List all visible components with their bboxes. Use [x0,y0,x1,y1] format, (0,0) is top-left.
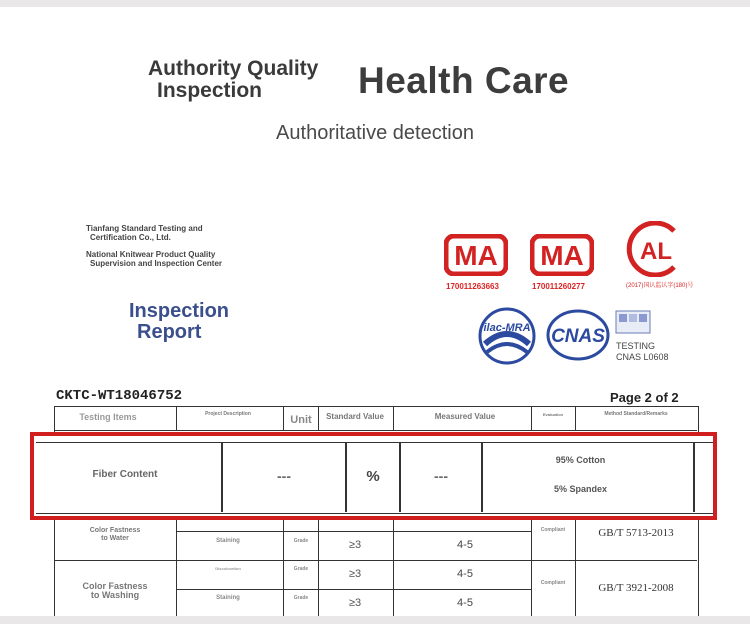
testing-mark-icon [615,310,651,334]
health-care-title: Health Care [358,60,570,101]
inspection-report-title [129,301,229,343]
header-method: Method Standard/Remarks [604,411,668,417]
ma-logo-2 [530,234,594,276]
washing-standard-1: ≥3 [348,568,362,580]
col-line [531,406,532,430]
water-measured: 4-5 [457,539,473,551]
col-line [531,520,532,616]
water-description: Staining [216,538,240,544]
top-border [0,0,750,7]
washing-item-line2: to Washing [90,590,140,600]
fiber-standard: --- [434,468,448,484]
washing-desc-1: Discoloration [215,566,241,571]
header-evaluation: Evaluation [542,412,564,417]
col-line [693,442,695,512]
org-line1: Tianfang Standard Testing and [86,224,203,233]
fiber-spandex-value: 5% Spandex [553,484,608,494]
title-line1: Authority Quality [148,57,319,80]
col-line [575,406,576,430]
washing-measured-2: 4-5 [457,597,473,609]
row-line [176,531,531,532]
org-line4: Supervision and Inspection Center [90,259,223,268]
water-item-line2: to Water [101,535,129,542]
bottom-border [0,616,750,624]
report-title-line1: Inspection [129,300,230,322]
water-item-line1: Color Fastness [89,527,141,534]
ilac-label: ilac-MRA [483,322,531,334]
cnas-code: CNAS L0608 [616,352,669,362]
washing-unit-1: Grade [293,566,309,572]
fiber-cotton-value: 95% Cotton [555,455,606,465]
ma-number-1: 170011263663 [446,282,499,291]
header-standard-value: Standard Value [326,412,384,421]
page-indicator: Page 2 of 2 [610,390,679,405]
org-line2: Certification Co., Ltd. [90,233,171,242]
col-line [318,406,319,430]
washing-evaluation: Compliant [540,580,566,586]
header-bottom-line [54,430,697,431]
col-line [318,520,319,616]
ma-number-2: 170011260277 [532,282,585,291]
header-measured-value: Measured Value [434,412,496,421]
washing-measured-1: 4-5 [457,568,473,580]
col-line [176,520,177,616]
cal-logo [622,221,686,277]
ma-logo-1 [444,234,508,276]
water-unit: Grade [293,538,309,544]
fiber-description: --- [277,468,291,484]
col-line [575,520,576,616]
row-line [176,589,531,590]
water-method: GB/T 5713-2013 [598,527,674,539]
authority-quality-inspection-title [148,58,318,102]
fiber-unit: % [366,468,380,485]
row-line [54,560,697,561]
report-number: CKTC-WT18046752 [56,388,183,404]
subtitle: Authoritative detection [276,122,474,144]
header-unit: Unit [290,414,312,426]
water-standard: ≥3 [348,539,362,551]
cnas-label: CNAS [551,326,605,347]
washing-standard-2: ≥3 [348,597,362,609]
ma-logo-2-text: MA [540,240,584,271]
ilac-mra-logo [477,306,537,366]
organization-block [86,224,222,268]
cal-caption: (2017)国认监认字(180)号 [626,283,694,289]
testing-label: TESTING [616,341,656,351]
title-line2: Inspection [157,79,263,102]
cnas-logo [545,308,611,362]
header-testing-items: Testing Items [79,412,137,422]
col-line [393,520,394,616]
header-project-description: Project Description [205,411,251,417]
cal-logo-text: AL [640,238,672,265]
washing-unit-2: Grade [293,595,309,601]
col-line [393,406,394,430]
water-item [70,527,160,543]
col-line [481,442,483,512]
washing-desc-2: Staining [216,595,240,601]
washing-item-line1: Color Fastness [82,581,148,591]
report-title-line2: Report [137,321,202,343]
fiber-content-label: Fiber Content [92,469,158,480]
org-line3: National Knitwear Product Quality [86,250,216,259]
washing-item [70,582,160,600]
col-line [176,406,177,430]
washing-method: GB/T 3921-2008 [598,582,674,594]
water-evaluation: Compliant [540,527,566,533]
ma-logo-1-text: MA [454,240,498,271]
